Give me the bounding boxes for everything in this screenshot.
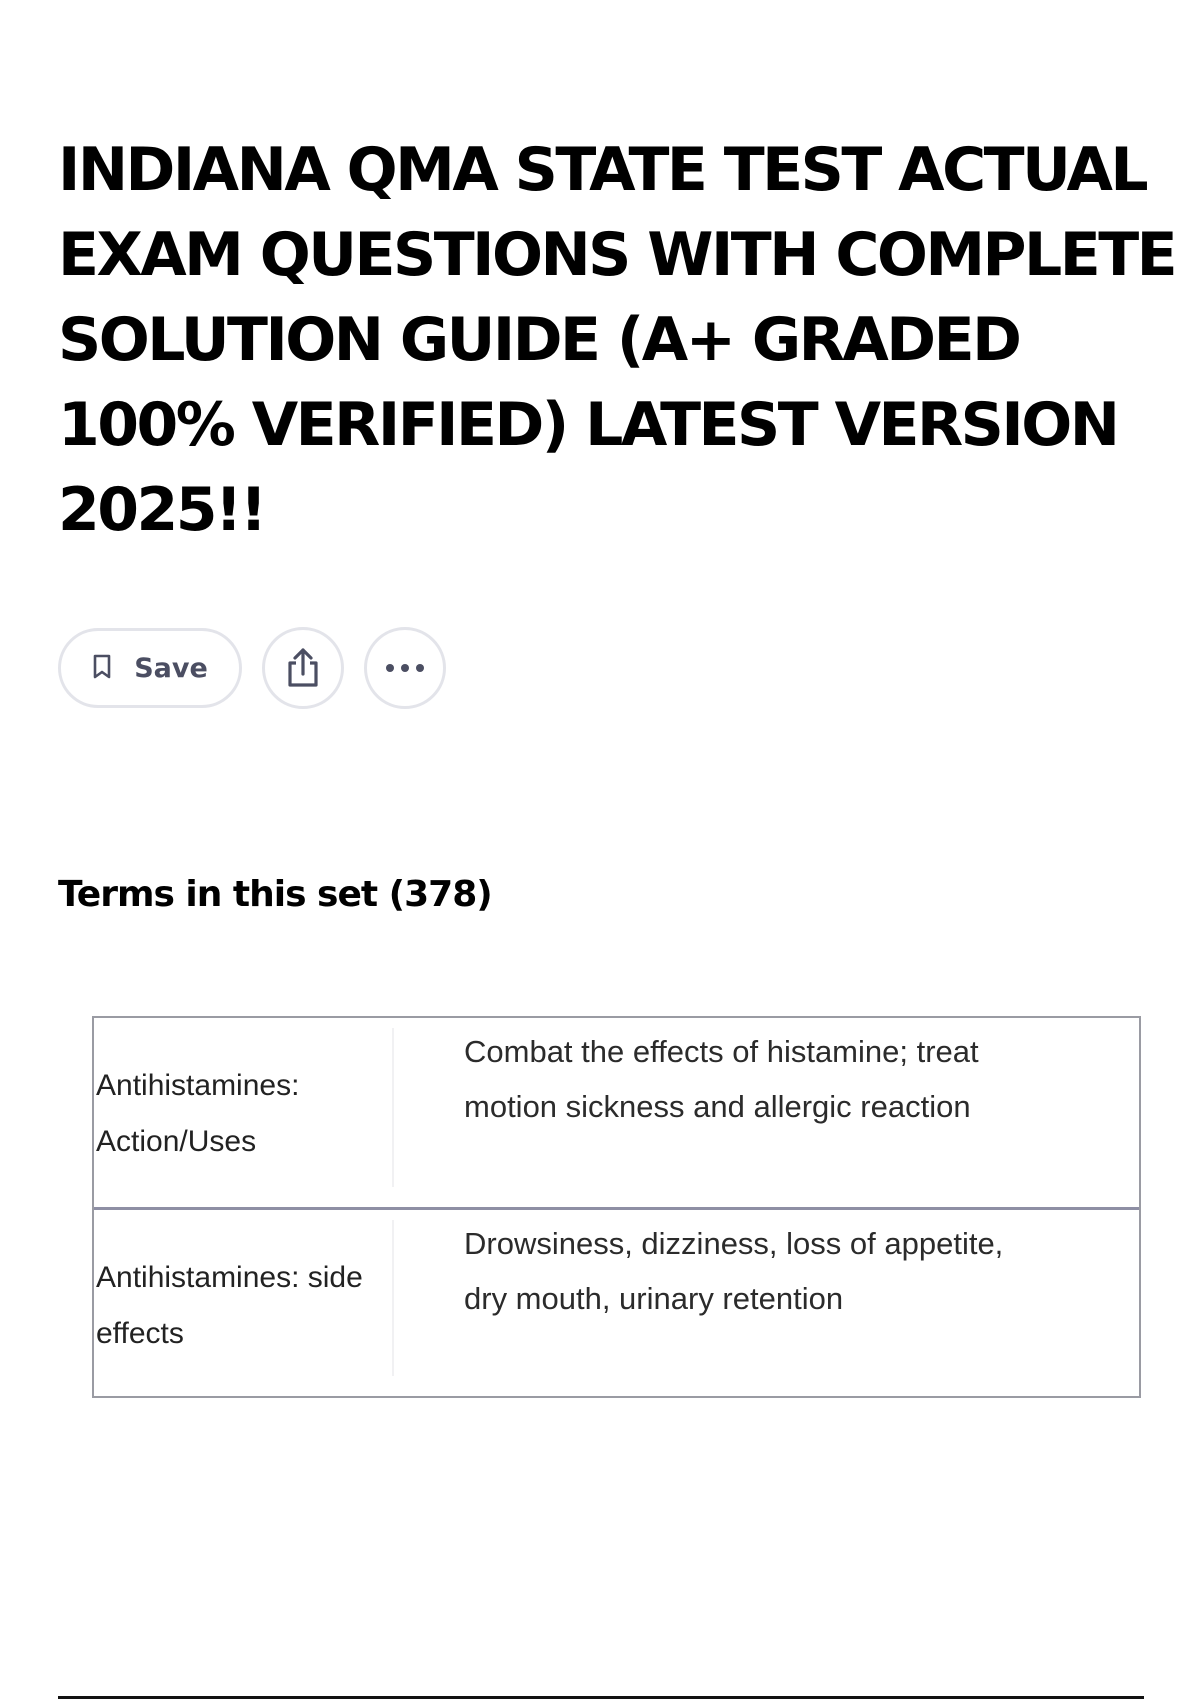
definition-text: Drowsiness, dizziness, loss of appetite, dry mouth, urinary retention bbox=[464, 1226, 1004, 1316]
term-row bbox=[94, 1207, 1139, 1396]
term-row bbox=[94, 1018, 1139, 1207]
term-text: Antihistamines: side effects bbox=[94, 1220, 394, 1376]
term-text: Antihistamines: Action/Uses bbox=[94, 1028, 394, 1187]
more-horizontal-icon bbox=[385, 661, 425, 676]
save-button[interactable] bbox=[58, 628, 242, 708]
bookmark-icon bbox=[92, 654, 112, 683]
share-button[interactable] bbox=[262, 627, 344, 709]
share-icon bbox=[285, 646, 321, 691]
definition-cell bbox=[394, 1210, 1139, 1396]
definition-text: Combat the effects of histamine; treat motion sickness and allergic reaction bbox=[464, 1034, 979, 1124]
divider bbox=[58, 1696, 1144, 1699]
definition-cell bbox=[394, 1018, 1139, 1207]
save-label: Save bbox=[134, 652, 208, 684]
action-bar bbox=[58, 627, 446, 709]
page-title: INDIANA QMA STATE TEST ACTUAL EXAM QUESTIONS WITH COMPLETE SOLUTION GUIDE (A+ GRADED 100% VERIFIED) LATEST VERSION 2025!! bbox=[58, 135, 1176, 545]
more-options-button[interactable] bbox=[364, 627, 446, 709]
terms-table bbox=[92, 1016, 1141, 1398]
terms-heading: Terms in this set (378) bbox=[58, 874, 492, 915]
